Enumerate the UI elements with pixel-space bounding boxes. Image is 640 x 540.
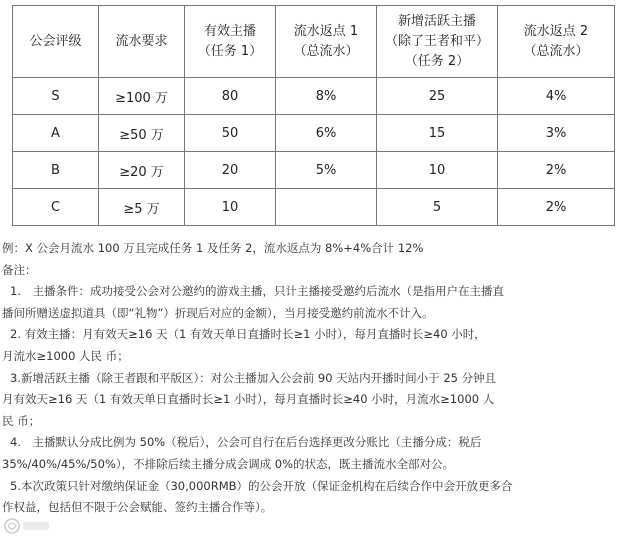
note-line: 月流水≥1000 人民 币； [2,348,129,363]
table-cell: 50 [185,115,276,152]
table-row [13,152,615,189]
table-cell: 6% [276,115,377,152]
table-cell: 2% [498,152,615,189]
note-line: 民 币； [2,413,41,428]
table-cell: B [13,152,99,189]
table-row [13,189,615,226]
table-cell [276,189,377,226]
example-text: 例：X 公会月流水 100 万且完成任务 1 及任务 2，流水返点为 8%+4%合计 12% [2,241,424,255]
table-cell: 15 [377,115,498,152]
note-line: 作权益，包括但不限于公会赋能、签约主播合作等）。 [2,500,273,515]
table-cell: 10 [377,152,498,189]
table-cell: 25 [377,78,498,115]
table-header-row [13,6,615,78]
header-rebate-2: 流水返点 2 （总流水） [498,6,615,78]
table-cell: S [13,78,99,115]
table-cell: A [13,115,99,152]
table-cell: 8% [276,78,377,115]
table-cell: ≥50 万 [99,115,185,152]
header-guild-rating: 公会评级 [13,6,99,78]
table-cell: ≥5 万 [99,189,185,226]
header-effective-streamers: 有效主播 （任务 1） [185,6,276,78]
note-line: 1. 主播条件：成功接受公会对公邀约的游戏主播，只计主播接受邀约后流水（是指用户在主播直 [10,284,504,299]
table-row [13,78,615,115]
watermark-icon [3,516,53,536]
table-cell: 4% [498,78,615,115]
table-row [13,115,615,152]
header-revenue-requirement: 流水要求 [99,6,185,78]
table-cell: ≥20 万 [99,152,185,189]
header-rebate-1: 流水返点 1 （总流水） [276,6,377,78]
header-new-active-streamers: 新增活跃主播 （除了王者和平） （任务 2） [377,6,498,78]
note-line: 35%/40%/45%/50%），不排除后续主播分成会调成 0%的状态，既主播流水全部对公。 [2,456,455,471]
note-line: 4. 主播默认分成比例为 50%（税后），公会可自行在后台选择更改分账比（主播分成：税后 [10,435,482,450]
note-line: 5.本次政策只针对缴纳保证金（30,000RMB）的公会开放（保证金机构在后续合作中会开放更多合 [10,478,513,493]
table-cell: 80 [185,78,276,115]
table-cell: 20 [185,152,276,189]
table-cell: 5% [276,152,377,189]
table-cell: 3% [498,115,615,152]
table-cell: ≥100 万 [99,78,185,115]
table-cell: 5 [377,189,498,226]
watermark-logo [3,516,53,536]
note-line: 月有效天≥16 天（1 有效天单日直播时长≥1 小时），每月直播时长≥40 小时，月流水≥1000 人 [2,392,495,407]
notes-section [2,238,636,519]
remark-heading: 备注： [2,262,37,277]
table-cell: C [13,189,99,226]
table-cell: 10 [185,189,276,226]
note-line: 2. 有效主播：月有效天≥16 天（1 有效天单日直播时长≥1 小时），每月直播时长≥40 小时， [10,327,486,342]
note-line: 3.新增活跃主播（除王者跟和平版区）：对公主播加入公会前 90 天站内开播时间小于 25 分钟且 [10,370,497,385]
policy-table [12,5,615,226]
table-cell: 2% [498,189,615,226]
note-line: 播间所赠送虚拟道具（即“礼物”）折现后对应的金额），当月接受邀约前流水不计入。 [2,305,434,320]
